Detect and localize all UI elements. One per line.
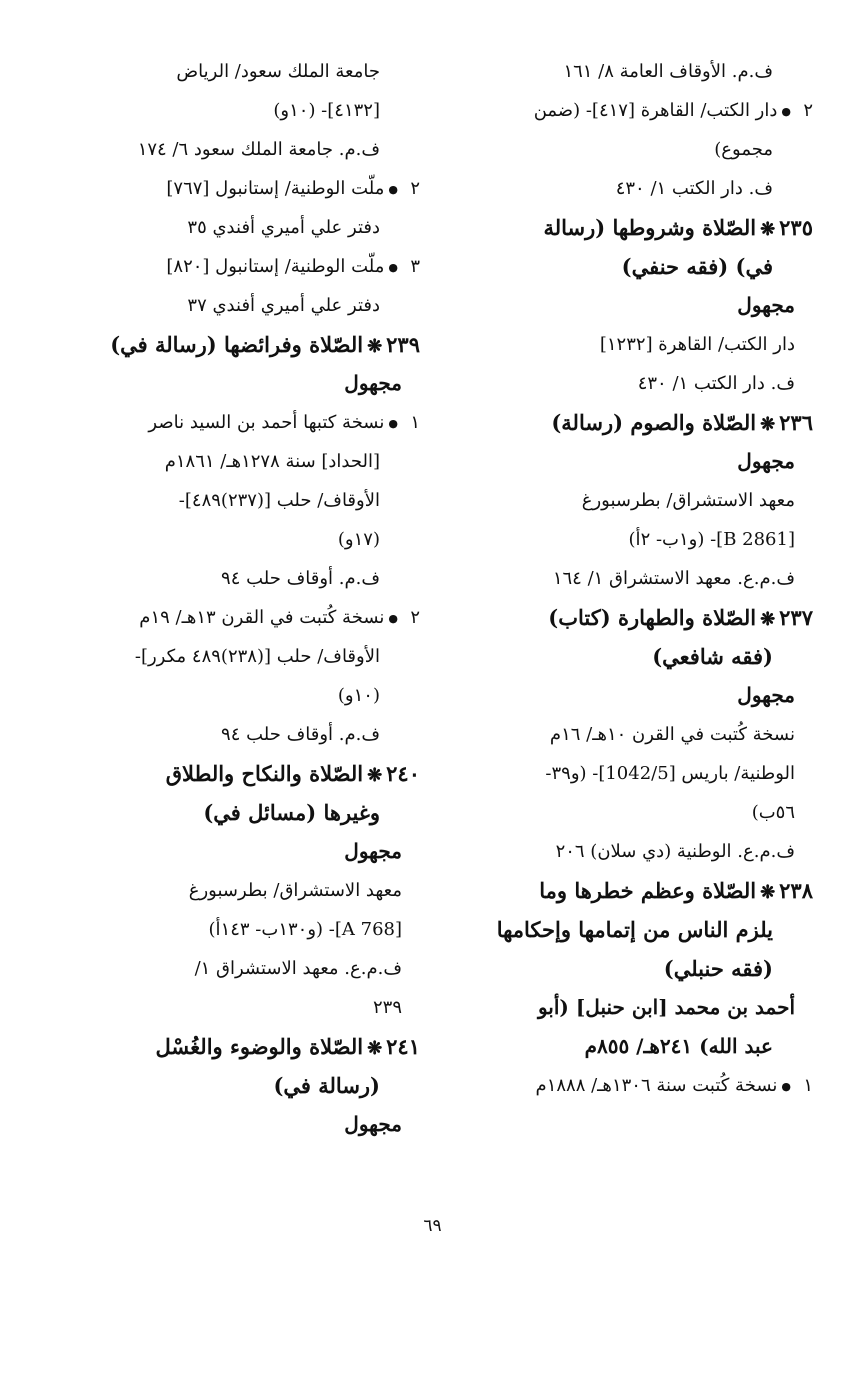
detail-text: معهد الاستشراق/ بطرسبورغ	[188, 880, 402, 901]
detail-line	[468, 130, 813, 169]
detail-text: الوطنية/ باريس [1042/5]- (و٣٩-	[545, 763, 795, 784]
detail-line	[80, 520, 420, 559]
asterisk-flower-icon: ❋	[760, 219, 776, 240]
bullet-icon: ●	[388, 182, 398, 196]
detail-line	[80, 988, 420, 1027]
detail-line	[80, 676, 420, 715]
asterisk-flower-icon: ❋	[367, 1038, 383, 1059]
detail-line	[468, 52, 813, 91]
entry-title: الصّلاة والوضوء والغُسْل	[155, 1034, 364, 1059]
detail-text: مجموع)	[714, 139, 773, 160]
detail-text: ٥٦ب)	[751, 802, 795, 823]
item-number: ٢	[410, 607, 420, 628]
entry-title: الصّلاة وعظم خطرها وما	[539, 878, 757, 903]
detail-text: دفتر علي أميري أفندي ٣٥	[187, 217, 380, 238]
item-text: نسخة كتبها أحمد بن السيد ناصر	[148, 412, 385, 433]
entry-heading	[80, 1027, 420, 1066]
detail-line	[80, 715, 420, 754]
author-name: عبد الله) ٢٤١هـ/ ٨٥٥م	[584, 1034, 773, 1058]
detail-text: [B 2861]- (و١ب- ٢أ)	[628, 529, 795, 550]
bullet-icon: ●	[388, 611, 398, 625]
item-text: نسخة كُتبت سنة ١٣٠٦هـ/ ١٨٨٨م	[535, 1075, 778, 1096]
detail-text: ف.م. أوقاف حلب ٩٤	[221, 568, 380, 589]
detail-line	[468, 325, 813, 364]
asterisk-flower-icon: ❋	[367, 765, 383, 786]
detail-line	[80, 910, 420, 949]
author-name: مجهول	[737, 293, 795, 317]
author-line	[80, 1105, 420, 1144]
author-line	[80, 364, 420, 403]
author-line	[468, 676, 813, 715]
author-line	[80, 832, 420, 871]
detail-line	[80, 208, 420, 247]
author-name: مجهول	[344, 839, 402, 863]
item-text: ملّت الوطنية/ إستانبول [٨٢٠]	[166, 256, 385, 277]
entry-title: الصّلاة وفرائضها (رسالة في)	[110, 332, 364, 357]
entry-title: الصّلاة والنكاح والطلاق	[165, 761, 364, 786]
detail-text: معهد الاستشراق/ بطرسبورغ	[581, 490, 795, 511]
detail-line	[468, 481, 813, 520]
manuscript-item	[80, 598, 420, 637]
author-line	[468, 442, 813, 481]
author-name: مجهول	[737, 683, 795, 707]
detail-line	[468, 559, 813, 598]
entry-number: ٢٤١	[386, 1034, 420, 1059]
manuscript-item	[80, 169, 420, 208]
detail-line	[468, 832, 813, 871]
detail-line	[80, 52, 420, 91]
entry-number: ٢٣٥	[779, 215, 813, 240]
detail-line	[80, 286, 420, 325]
entry-heading-continued	[468, 637, 813, 676]
page-number: ٦٩	[423, 1216, 442, 1236]
entry-title: يلزم الناس من إتمامها وإحكامها	[496, 917, 773, 942]
asterisk-flower-icon: ❋	[760, 882, 776, 903]
manuscript-item	[468, 1066, 813, 1105]
detail-text: ف.م.ع. معهد الاستشراق ١/ ١٦٤	[552, 568, 795, 589]
entry-number: ٢٤٠	[386, 761, 420, 786]
bullet-icon: ●	[388, 260, 398, 274]
entry-heading	[468, 871, 813, 910]
detail-text: ٢٣٩	[372, 997, 402, 1018]
detail-text: الأوقاف/ حلب [(٢٣٨)٤٨٩ مكرر]-	[134, 646, 380, 667]
detail-text: الأوقاف/ حلب [(٢٣٧)٤٨٩]-	[178, 490, 380, 511]
asterisk-flower-icon: ❋	[367, 336, 383, 357]
detail-line	[80, 559, 420, 598]
detail-text: ف. دار الكتب ١/ ٤٣٠	[615, 178, 773, 199]
entry-title: (رسالة في)	[273, 1073, 380, 1098]
detail-line	[80, 637, 420, 676]
entry-heading-continued	[80, 793, 420, 832]
detail-line	[80, 949, 420, 988]
right-column	[468, 52, 813, 1105]
entry-title: الصّلاة وشروطها (رسالة	[543, 215, 757, 240]
detail-line	[468, 715, 813, 754]
entry-title: (فقه حنبلي)	[663, 956, 773, 981]
entry-heading-continued	[80, 1066, 420, 1105]
detail-text: ف.م.ع. الوطنية (دي سلان) ٢٠٦	[555, 841, 795, 862]
entry-heading	[80, 325, 420, 364]
item-number: ٢	[410, 178, 420, 199]
detail-text: ف.م. أوقاف حلب ٩٤	[221, 724, 380, 745]
entry-heading-continued	[468, 910, 813, 949]
manuscript-item	[468, 91, 813, 130]
detail-line	[80, 481, 420, 520]
entry-heading-continued	[468, 949, 813, 988]
entry-number: ٢٣٧	[779, 605, 813, 630]
item-number: ١	[410, 412, 420, 433]
detail-line	[80, 130, 420, 169]
entry-heading	[80, 754, 420, 793]
detail-text: (١٧و)	[337, 529, 380, 550]
asterisk-flower-icon: ❋	[760, 609, 776, 630]
detail-text: جامعة الملك سعود/ الرياض	[176, 61, 380, 82]
bullet-icon: ●	[388, 416, 398, 430]
entry-heading-continued	[468, 247, 813, 286]
detail-text: [A 768]- (و١٣٠ب- ١٤٣أ)	[208, 919, 402, 940]
entry-number: ٢٣٨	[779, 878, 813, 903]
entry-title: الصّلاة والطهارة (كتاب)	[548, 605, 757, 630]
author-name: مجهول	[737, 449, 795, 473]
detail-text: ف.م. الأوقاف العامة ٨/ ١٦١	[563, 61, 773, 82]
detail-line	[80, 91, 420, 130]
detail-text: دار الكتب/ القاهرة [١٢٣٢]	[599, 334, 795, 355]
author-name: أحمد بن محمد [ابن حنبل] (أبو	[537, 995, 795, 1019]
bullet-icon: ●	[781, 104, 791, 118]
detail-line	[468, 364, 813, 403]
detail-line	[468, 169, 813, 208]
detail-line	[468, 520, 813, 559]
item-text: دار الكتب/ القاهرة [٤١٧]- (ضمن	[533, 100, 778, 121]
detail-text: ف.م.ع. معهد الاستشراق ١/	[194, 958, 402, 979]
author-line	[468, 1027, 813, 1066]
bullet-icon: ●	[781, 1079, 791, 1093]
detail-text: [الحداد] سنة ١٢٧٨هـ/ ١٨٦١م	[164, 451, 380, 472]
manuscript-item	[80, 247, 420, 286]
detail-line	[80, 442, 420, 481]
author-name: مجهول	[344, 1112, 402, 1136]
detail-text: دفتر علي أميري أفندي ٣٧	[187, 295, 380, 316]
manuscript-item	[80, 403, 420, 442]
item-number: ٢	[803, 100, 813, 121]
detail-line	[468, 754, 813, 793]
entry-title: (فقه شافعي)	[652, 644, 773, 669]
detail-text: ف. دار الكتب ١/ ٤٣٠	[637, 373, 795, 394]
detail-text: (١٠و)	[337, 685, 380, 706]
detail-line	[80, 871, 420, 910]
item-text: نسخة كُتبت في القرن ١٣هـ/ ١٩م	[139, 607, 385, 628]
entry-number: ٢٣٩	[386, 332, 420, 357]
detail-line	[468, 793, 813, 832]
author-line	[468, 988, 813, 1027]
entry-title: الصّلاة والصوم (رسالة)	[551, 410, 757, 435]
item-text: ملّت الوطنية/ إستانبول [٧٦٧]	[166, 178, 385, 199]
left-column	[80, 52, 420, 1144]
entry-heading	[468, 208, 813, 247]
entry-title: في) (فقه حنفي)	[621, 254, 773, 279]
item-number: ٣	[410, 256, 420, 277]
entry-number: ٢٣٦	[779, 410, 813, 435]
detail-text: [٤١٣٢]- (١٠و)	[273, 100, 380, 121]
detail-text: نسخة كُتبت في القرن ١٠هـ/ ١٦م	[549, 724, 795, 745]
detail-text: ف.م. جامعة الملك سعود ٦/ ١٧٤	[137, 139, 380, 160]
item-number: ١	[803, 1075, 813, 1096]
entry-title: وغيرها (مسائل في)	[203, 800, 380, 825]
asterisk-flower-icon: ❋	[760, 414, 776, 435]
author-name: مجهول	[344, 371, 402, 395]
author-line	[468, 286, 813, 325]
entry-heading	[468, 403, 813, 442]
entry-heading	[468, 598, 813, 637]
